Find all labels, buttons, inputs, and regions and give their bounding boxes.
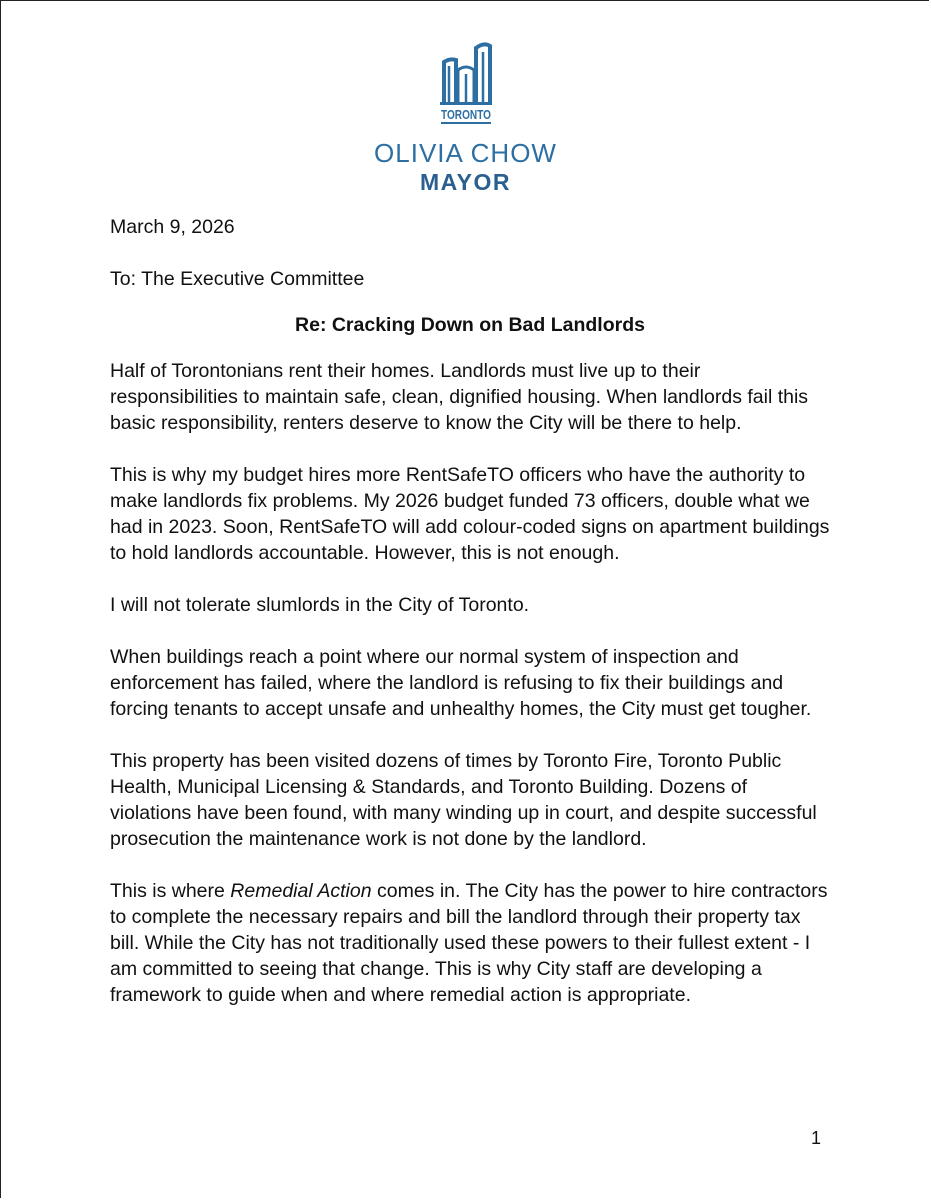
paragraph-rentsafeto: This is why my budget hires more RentSafeTO officers who have the authority to make landlords fix problems. My 2026 budget funded 73 officers, double what we had in 2023. Soon, RentSafeTO will add colour-coded signs on apartment buildings to hold landlords accountable. However, this is not enough. [110, 464, 830, 564]
paragraph-property-visits: This property has been visited dozens of times by Toronto Fire, Toronto Public Health, Municipal Licensing & Standards, and Toronto Building. Dozens of violations have been found, with many winding up in court, and despite successful prosecution the maintenance work is not done by the landlord. [110, 750, 817, 850]
remedial-intro: This is where [110, 880, 231, 902]
paragraph-enforcement: When buildings reach a point where our normal system of inspection and enforcement has failed, where the landlord is refusing to fix their buildings and forcing tenants to accept unsafe and unhealthy homes, the City must get tougher. [110, 646, 812, 720]
letterhead [0, 40, 931, 196]
paragraph-remedial-action [110, 878, 830, 1008]
paragraph-renters: Half of Torontonians rent their homes. Landlords must live up to their responsibilities to maintain safe, clean, dignified housing. When landlords fail this basic responsibility, renters deserve to know the City will be there to help. [110, 360, 809, 434]
paragraph-slumlords: I will not tolerate slumlords in the City of Toronto. [110, 594, 530, 616]
page-number: 1 [810, 1128, 821, 1148]
letter-recipient: To: The Executive Committee [110, 268, 365, 290]
letter-date: March 9, 2026 [110, 216, 235, 238]
letter-subject: Re: Cracking Down on Bad Landlords [295, 314, 645, 336]
toronto-city-hall-logo [436, 40, 496, 126]
remedial-action-term: Remedial Action [230, 880, 372, 902]
logo-wordmark: TORONTO [440, 107, 491, 122]
letter-body [110, 214, 830, 1034]
remedial-detail: comes in. The City has the power to hire contractors to complete the necessary repairs and bill the landlord through their property tax bill. While the City has not traditionally used these powers to their fullest extent - I am committed to seeing that change. This is why City staff are developing a framework to guide when and where remedial action is appropriate. [110, 880, 828, 1006]
mayor-name: OLIVIA CHOW [374, 138, 557, 168]
mayor-title: MAYOR [420, 169, 511, 195]
